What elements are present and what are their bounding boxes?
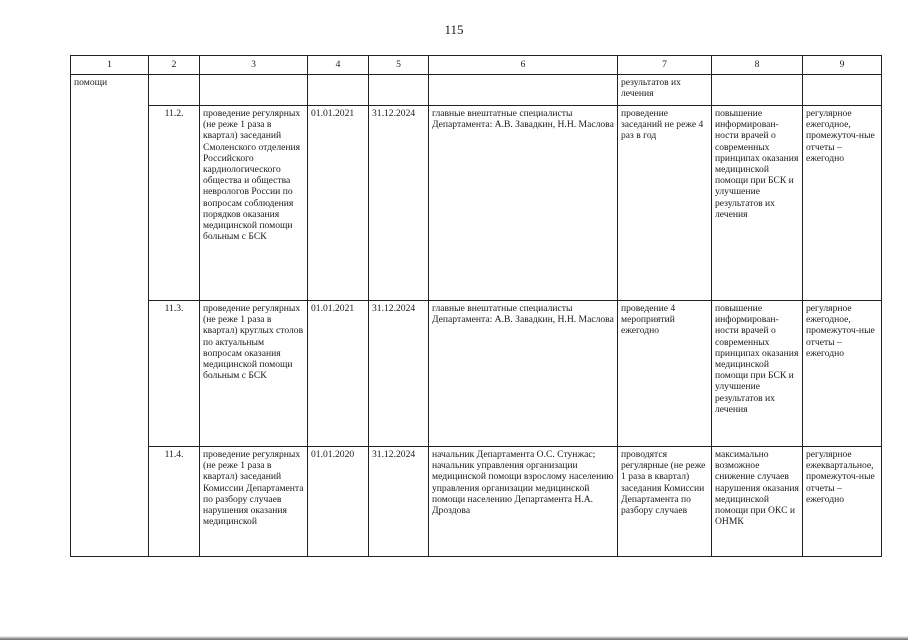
responsible-cell: главные внештатные специалисты Департамента: А.В. Завадкин, Н.Н. Маслова — [429, 301, 618, 447]
table-cell — [369, 75, 429, 106]
column-header: 9 — [803, 56, 882, 75]
column-header: 3 — [200, 56, 308, 75]
item-number: 11.2. — [149, 106, 200, 301]
item-number: 11.3. — [149, 301, 200, 447]
result-cell: повышение информирован-ности врачей о современных принципах оказания медицинской помощи при БСК и улучшение результатов их лечения — [712, 106, 803, 301]
end-date-cell: 31.12.2024 — [369, 301, 429, 447]
item-number: 11.4. — [149, 447, 200, 557]
table-header-row — [71, 56, 882, 75]
table-cell — [429, 75, 618, 106]
indicator-cell: проведение заседаний не реже 4 раз в год — [618, 106, 712, 301]
table-row — [71, 106, 882, 301]
table-cell — [308, 75, 369, 106]
end-date-cell: 31.12.2024 — [369, 106, 429, 301]
event-cell: проведение регулярных (не реже 1 раза в квартал) заседаний Комиссии Департамента по разбору случаев нарушения оказания медицинской — [200, 447, 308, 557]
column-header: 8 — [712, 56, 803, 75]
section-cell: помощи — [71, 75, 149, 557]
table-row-continuation — [71, 75, 882, 106]
column-header: 2 — [149, 56, 200, 75]
table-cell — [149, 75, 200, 106]
column-header: 1 — [71, 56, 149, 75]
table-row — [71, 447, 882, 557]
indicator-cell: проведение 4 мероприятий ежегодно — [618, 301, 712, 447]
indicator-cell: проводятся регулярные (не реже 1 раза в квартал) заседания Комиссии Департамента по разбору случаев — [618, 447, 712, 557]
table-cell — [803, 75, 882, 106]
event-cell: проведение регулярных (не реже 1 раза в квартал) круглых столов по актуальным вопросам оказания медицинской помощи больным с БСК — [200, 301, 308, 447]
column-header: 5 — [369, 56, 429, 75]
table-row — [71, 301, 882, 447]
column-header: 6 — [429, 56, 618, 75]
responsible-cell: начальник Департамента О.С. Стунжас; начальник управления организации медицинской помощи взрослому населению управления организации медицинской помощи населению Департамента Н.А. Дроздова — [429, 447, 618, 557]
result-cell: повышение информирован-ности врачей о современных принципах оказания медицинской помощи при БСК и улучшение результатов их лечения — [712, 301, 803, 447]
responsible-cell: главные внештатные специалисты Департамента: А.В. Завадкин, Н.Н. Маслова — [429, 106, 618, 301]
control-cell: регулярное ежегодное, промежуточ-ные отчеты – ежегодно — [803, 106, 882, 301]
control-cell: регулярное ежегодное, промежуточ-ные отчеты – ежегодно — [803, 301, 882, 447]
start-date-cell: 01.01.2020 — [308, 447, 369, 557]
page-number: 115 — [444, 22, 464, 37]
column-header: 7 — [618, 56, 712, 75]
table-cell: результатов их лечения — [618, 75, 712, 106]
start-date-cell: 01.01.2021 — [308, 301, 369, 447]
event-cell: проведение регулярных (не реже 1 раза в квартал) заседаний Смоленского отделения Российского кардиологического общества и общества неврологов России по вопросам соблюдения порядков оказания медицинской помощи больным с БСК — [200, 106, 308, 301]
table-cell — [712, 75, 803, 106]
result-cell: максимально возможное снижение случаев нарушения оказания медицинской помощи при ОКС и ОНМК — [712, 447, 803, 557]
plan-table — [70, 55, 882, 557]
end-date-cell: 31.12.2024 — [369, 447, 429, 557]
table-cell — [200, 75, 308, 106]
scan-edge — [0, 636, 908, 640]
column-header: 4 — [308, 56, 369, 75]
control-cell: регулярное ежеквартальное, промежуточ-ные отчеты – ежегодно — [803, 447, 882, 557]
start-date-cell: 01.01.2021 — [308, 106, 369, 301]
